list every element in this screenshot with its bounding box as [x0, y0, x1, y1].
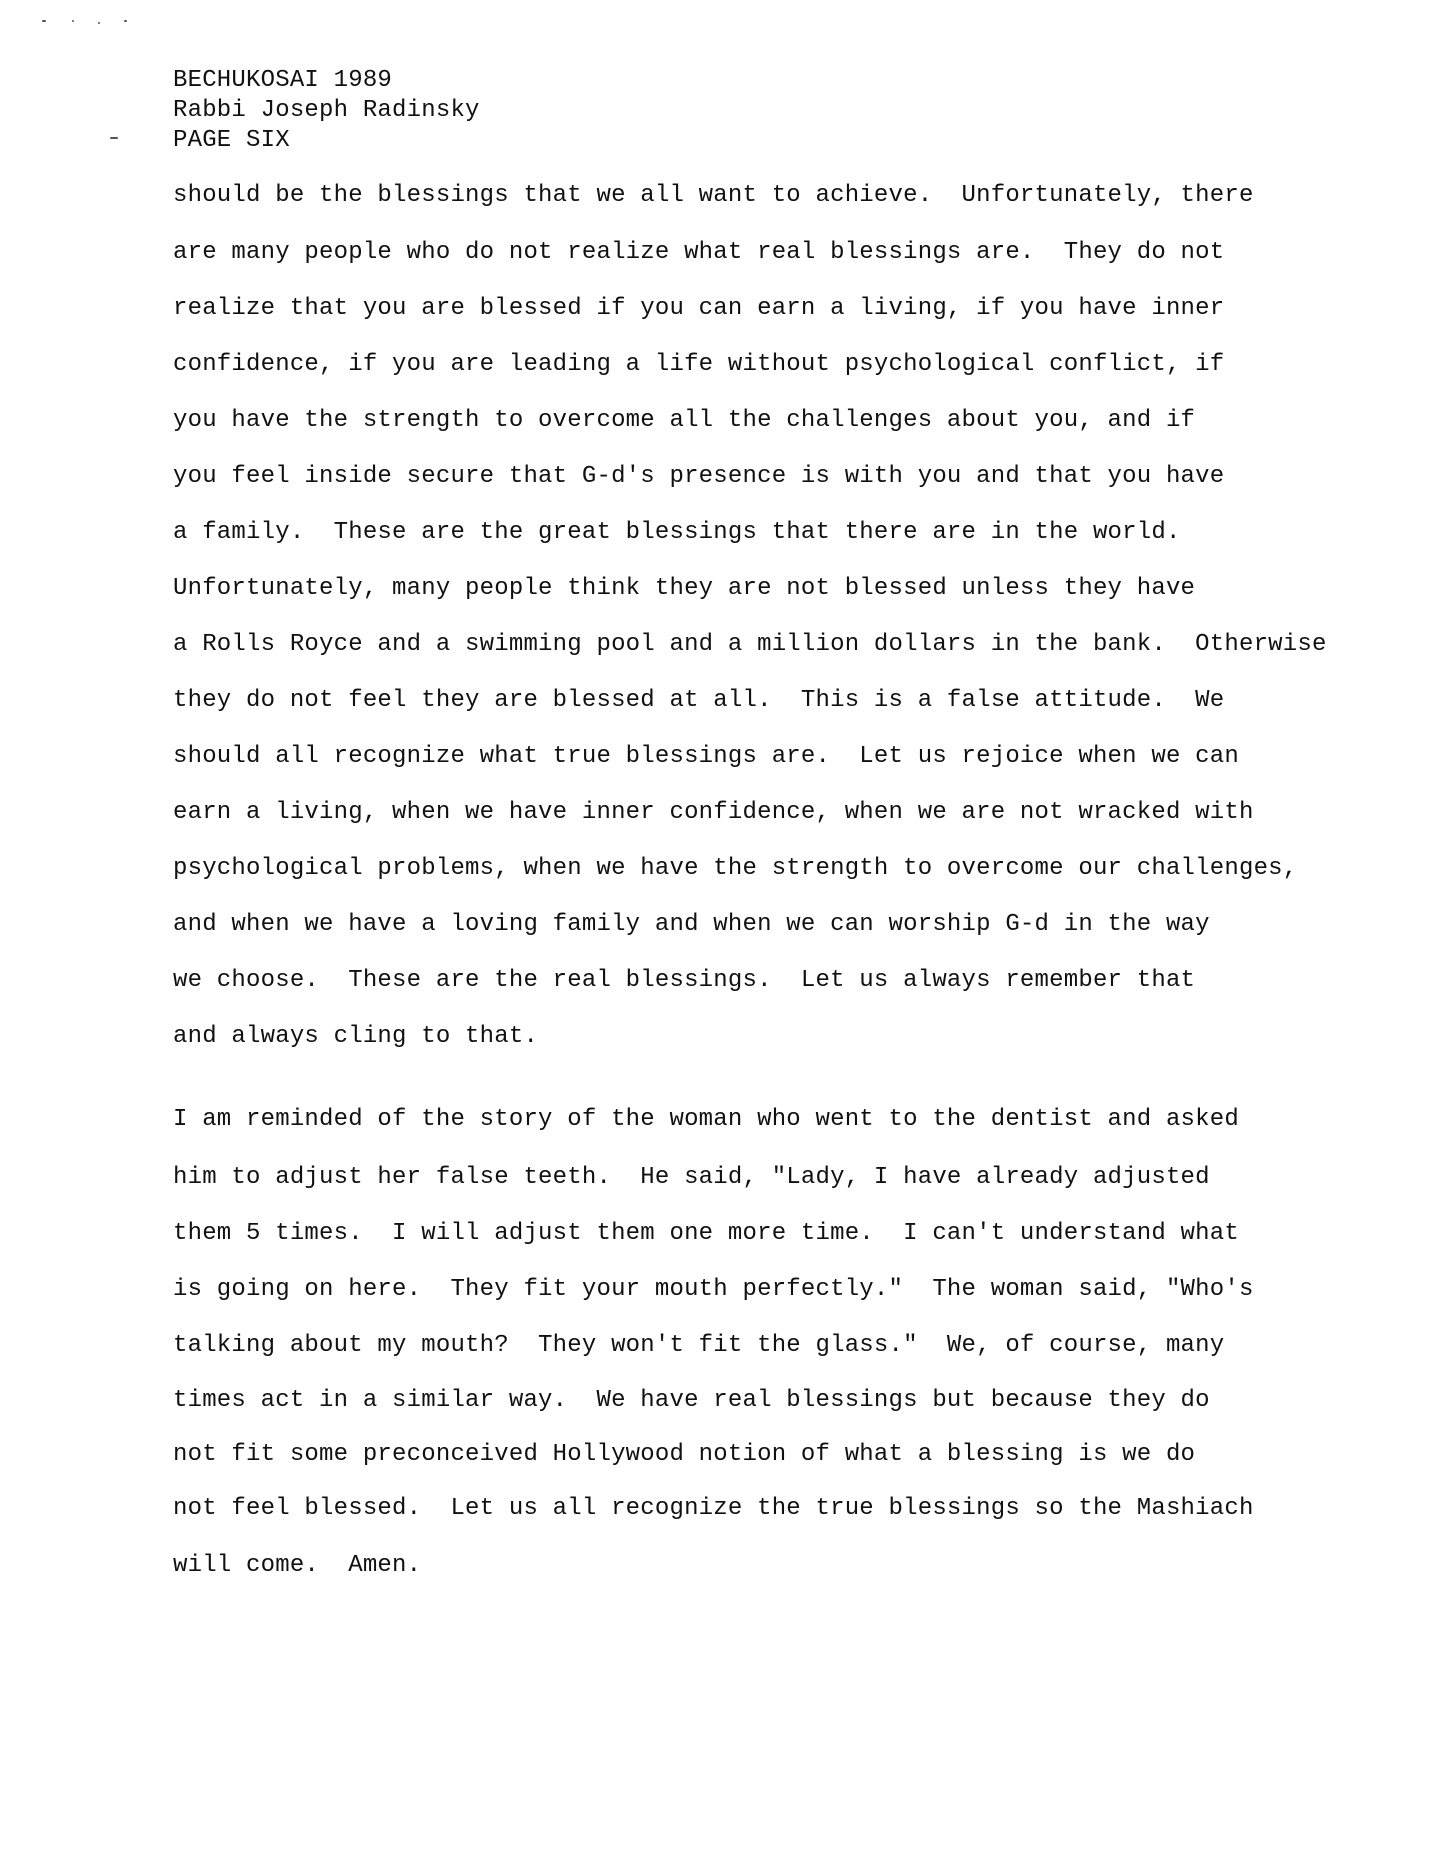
- text-line: a Rolls Royce and a swimming pool and a million dollars in the bank. Otherwise: [173, 631, 1327, 658]
- text-line: realize that you are blessed if you can earn a living, if you have inner: [173, 295, 1225, 322]
- scan-speck: [124, 20, 127, 22]
- text-line: talking about my mouth? They won't fit the glass." We, of course, many: [173, 1332, 1225, 1359]
- text-line: times act in a similar way. We have real blessings but because they do: [173, 1387, 1210, 1414]
- text-line: we choose. These are the real blessings. Let us always remember that: [173, 967, 1196, 994]
- text-line: Unfortunately, many people think they are not blessed unless they have: [173, 575, 1196, 602]
- text-line: is going on here. They fit your mouth perfectly." The woman said, "Who's: [173, 1276, 1254, 1303]
- scan-speck: [98, 22, 100, 24]
- text-line: confidence, if you are leading a life without psychological conflict, if: [173, 351, 1225, 378]
- document-header: [173, 66, 480, 156]
- text-line: should be the blessings that we all want to achieve. Unfortunately, there: [173, 182, 1254, 209]
- text-line: you have the strength to overcome all the challenges about you, and if: [173, 407, 1196, 434]
- text-line: a family. These are the great blessings that there are in the world.: [173, 519, 1181, 546]
- text-line: will come. Amen.: [173, 1552, 422, 1579]
- text-line: and always cling to that.: [173, 1023, 539, 1050]
- text-line: and when we have a loving family and when we can worship G-d in the way: [173, 911, 1210, 938]
- text-line: not feel blessed. Let us all recognize the true blessings so the Mashiach: [173, 1495, 1254, 1522]
- text-line: psychological problems, when we have the strength to overcome our challenges,: [173, 855, 1298, 882]
- text-line: not fit some preconceived Hollywood notion of what a blessing is we do: [173, 1441, 1196, 1468]
- document-title: BECHUKOSAI 1989: [173, 67, 393, 94]
- scan-speck: [42, 20, 46, 22]
- page-label: PAGE SIX: [173, 127, 290, 154]
- text-line: them 5 times. I will adjust them one more time. I can't understand what: [173, 1220, 1239, 1247]
- text-line: you feel inside secure that G-d's presence is with you and that you have: [173, 463, 1225, 490]
- text-line: him to adjust her false teeth. He said, "Lady, I have already adjusted: [173, 1164, 1210, 1191]
- text-line: earn a living, when we have inner confidence, when we are not wracked with: [173, 799, 1254, 826]
- text-line: they do not feel they are blessed at all. This is a false attitude. We: [173, 687, 1225, 714]
- scan-speck: [72, 20, 74, 22]
- text-line: should all recognize what true blessings are. Let us rejoice when we can: [173, 743, 1239, 770]
- document-author: Rabbi Joseph Radinsky: [173, 97, 480, 124]
- scan-speck: [110, 137, 118, 139]
- text-line: are many people who do not realize what real blessings are. They do not: [173, 239, 1225, 266]
- text-line: I am reminded of the story of the woman who went to the dentist and asked: [173, 1106, 1239, 1133]
